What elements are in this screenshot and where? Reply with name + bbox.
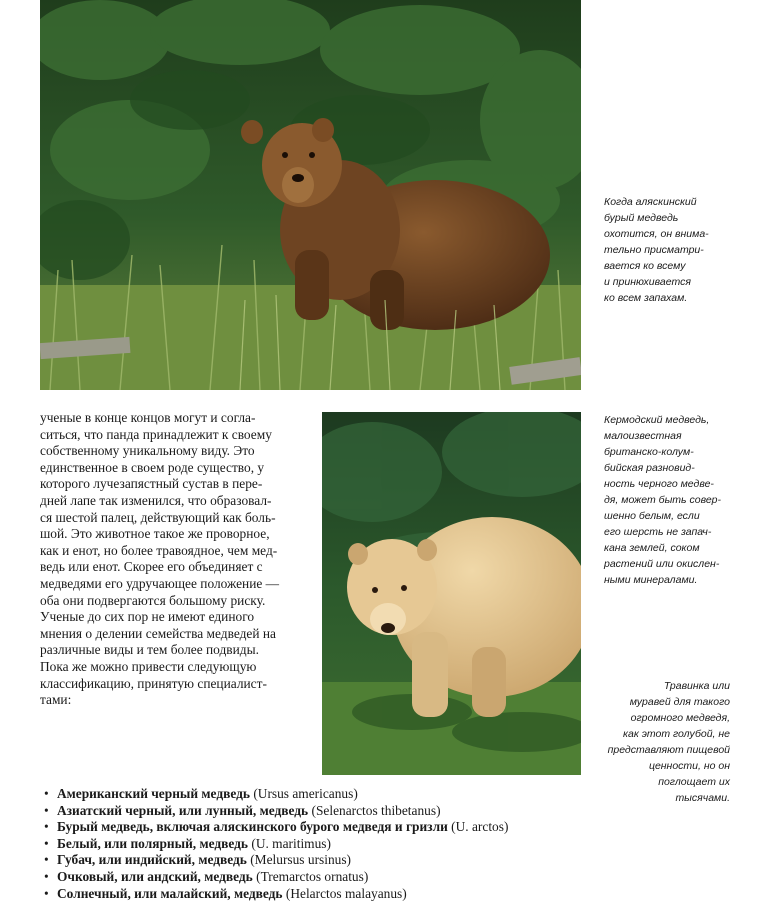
brown-bear-photo xyxy=(40,0,581,390)
species-common-name: Солнечный, или малайский, медведь xyxy=(57,885,283,901)
list-item xyxy=(44,886,604,903)
species-latin-name: (U. maritimus) xyxy=(251,835,331,851)
list-item xyxy=(44,819,604,836)
bullet: • xyxy=(44,852,49,868)
bullet: • xyxy=(44,885,49,901)
bullet: • xyxy=(44,868,49,884)
list-item xyxy=(44,836,604,853)
bullet: • xyxy=(44,802,49,818)
species-common-name: Губач, или индийский, медведь xyxy=(57,852,247,868)
species-latin-name: (Selenarctos thibetanus) xyxy=(311,802,441,818)
caption-top: Когда аляскинский бурый медведь охотится, он внима- тельно присматри- вается ко всему и принюхивается ко всем запахам. xyxy=(604,196,709,304)
list-item xyxy=(44,852,604,869)
species-list xyxy=(44,786,604,902)
species-latin-name: (Helarctos malayanus) xyxy=(285,885,407,901)
species-latin-name: (Ursus americanus) xyxy=(253,786,358,801)
species-common-name: Белый, или полярный, медведь xyxy=(57,835,248,851)
species-latin-name: (Melursus ursinus) xyxy=(250,852,352,868)
kermode-bear-illustration xyxy=(322,412,581,775)
species-common-name: Азиатский черный, или лунный, медведь xyxy=(57,802,309,818)
list-item xyxy=(44,786,604,803)
species-latin-name: (U. arctos) xyxy=(451,819,509,835)
kermode-bear-photo xyxy=(322,412,581,775)
bullet: • xyxy=(44,786,49,801)
species-common-name: Очковый, или андский, медведь xyxy=(57,868,253,884)
list-item xyxy=(44,803,604,820)
species-latin-name: (Tremarctos ornatus) xyxy=(256,868,369,884)
caption-middle: Кермодский медведь, малоизвестная британско-колум- бийская разновид- ность черного медве- дя, может быть совер- шенно белым, если его шерсть не запач- кана землей, соком растений или окислен- ными минералами. xyxy=(604,414,721,586)
body-paragraph: ученые в конце концов могут и согла- ситься, что панда принадлежит к своему собственному уникальному виду. Это единственное в своем роде существо, у которого лучезапястный сустав в пере- дней лапе так изменился, что образовал- ся шестой палец, действующий как боль- шой. Это животное такое же проворное, как и енот, но более травоядное, чем мед- ведь или енот. Скорее его объединяет с медведями его удручающее положение — оба они подвергаются большому риску. Ученые до сих пор не имеют единого мнения о делении семейства медведей на различные виды и тем более подвиды. Пока же можно привести следующую классификацию, принятую специалист- тами: xyxy=(40,410,280,708)
bullet: • xyxy=(44,835,49,851)
list-item xyxy=(44,869,604,886)
caption-bottom: Травинка или муравей для такого огромного медведя, как этот голубой, не представляют пищевой ценности, но он поглощает их тысячами. xyxy=(607,680,730,804)
brown-bear-illustration xyxy=(40,0,581,390)
species-common-name: Американский черный медведь xyxy=(57,786,250,801)
bullet: • xyxy=(44,819,49,835)
species-common-name: Бурый медведь, включая аляскинского бурого медведя и гризли xyxy=(57,819,448,835)
